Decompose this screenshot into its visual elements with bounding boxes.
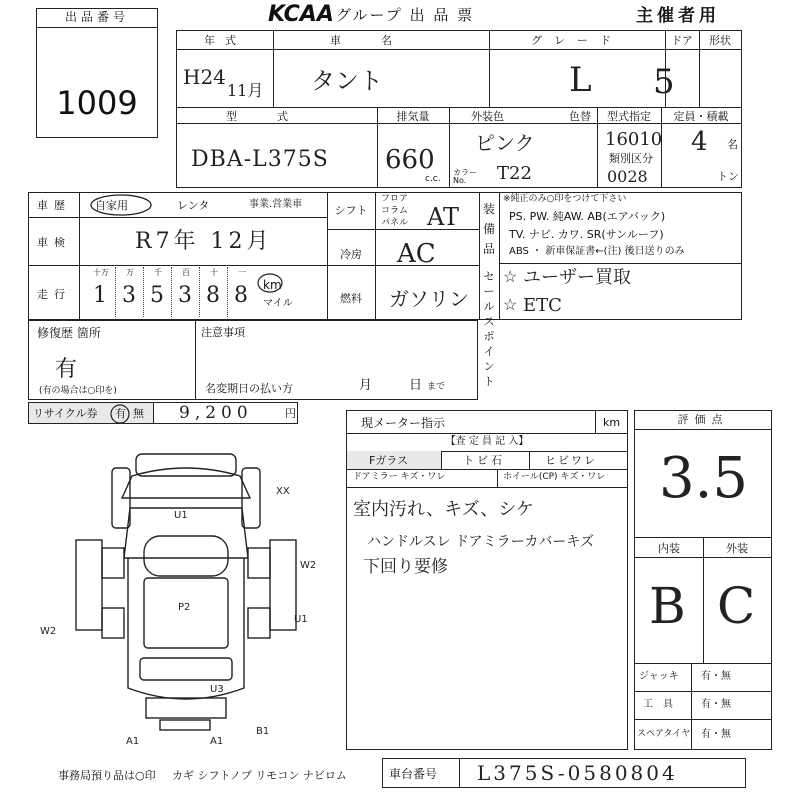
color-value: ピンク — [475, 131, 535, 155]
shift-panel: パネル — [381, 218, 409, 228]
color-no-label: カラーNo. — [453, 168, 477, 185]
crack-label: ヒビワレ — [545, 454, 597, 467]
score-value: 3.5 — [659, 446, 749, 511]
tool-label: 工具 — [643, 699, 683, 710]
fuel-value: ガソリン — [389, 287, 469, 311]
inspector-block — [346, 410, 628, 750]
glass-label: Fガラス — [369, 454, 408, 467]
repair-value: 有 — [55, 357, 78, 382]
history-label: 車歴 — [37, 199, 71, 212]
month-value: 11月 — [227, 81, 264, 100]
mileage-digit-cell — [143, 267, 171, 317]
svg-text:U1: U1 — [174, 510, 188, 521]
equipment-line3: ABS ・ 新車保証書←(注) 後日送りのみ — [509, 246, 685, 257]
sales-point-label: セールスポイント — [483, 270, 495, 388]
color-no-value: T22 — [497, 163, 532, 184]
star-mark-2: ☆ — [503, 295, 518, 314]
interior-label: 内装 — [658, 542, 680, 555]
brand-logo: KCAA — [268, 2, 334, 27]
displacement-value: 660 — [385, 145, 435, 175]
mileage-digit-header: 一 — [238, 268, 246, 277]
private-circle-mark — [87, 193, 157, 217]
office-items-list: カギ シフトノブ リモコン ナビロム — [172, 769, 347, 782]
name-change-until: まで — [427, 382, 446, 392]
mileage-label: 走行 — [37, 288, 71, 301]
equipment-note: ※純正のみ○印をつけて下さい — [503, 194, 627, 204]
grade-label: グレード — [531, 34, 623, 47]
sales-point-2: ETC — [523, 295, 562, 316]
svg-text:P2: P2 — [178, 602, 191, 613]
capacity-unit: 名 — [727, 138, 738, 151]
repair-note: (有の場合は○印を) — [39, 386, 117, 396]
doors-label: ドア — [671, 34, 693, 47]
mileage-digit: 8 — [234, 283, 248, 308]
jack-yes-no: 有・無 — [701, 671, 731, 682]
mileage-digits — [87, 267, 267, 317]
body-type-label: 形状 — [709, 34, 731, 47]
remark-1: 室内汚れ、キズ、シケ — [353, 499, 534, 520]
lot-number-label: 出品番号 — [64, 10, 129, 24]
mileage-digit-cell — [87, 267, 115, 317]
doors-value: 5 — [653, 62, 675, 102]
shift-value: AT — [427, 203, 460, 231]
svg-text:A1: A1 — [126, 736, 140, 747]
chip-label: トビ石 — [463, 454, 505, 467]
ac-value: AC — [397, 239, 436, 269]
km-label: km — [263, 278, 282, 292]
svg-text:W2: W2 — [300, 560, 317, 571]
mirror-label: ドアミラー キズ・ワレ — [353, 472, 446, 482]
recycle-none: 無 — [133, 407, 144, 420]
class-label: 類別区分 — [609, 152, 653, 165]
color-change-label: 色替 — [569, 110, 591, 123]
equipment-line1: PS. PW. 純AW. AB(エアバック) — [509, 210, 666, 223]
shift-floor: フロア — [381, 194, 409, 204]
spare-label: スペアタイヤ — [637, 729, 691, 739]
model-value: DBA-L375S — [191, 147, 329, 172]
year-label: 年式 — [204, 34, 246, 47]
inspection-value: R7年 12月 — [135, 229, 273, 254]
chassis-label: 車台番号 — [389, 767, 438, 781]
mile-label: マイル — [263, 298, 293, 309]
grade-value: L — [569, 60, 592, 100]
remark-3: 下回り要修 — [363, 557, 448, 577]
class-value: 0028 — [607, 167, 648, 186]
recycle-has: 有 — [115, 407, 126, 420]
mileage-digit-header: 百 — [182, 268, 190, 277]
history-rental: レンタ — [177, 199, 210, 212]
mileage-digit-header: 十万 — [93, 268, 109, 277]
type-spec-value: 16010 — [605, 129, 663, 150]
shift-label: シフト — [334, 204, 368, 217]
jack-label: ジャッキ — [639, 671, 679, 682]
name-label: 車名 — [330, 34, 432, 47]
score-label: 評価点 — [677, 413, 729, 426]
mileage-digit-header: 千 — [154, 268, 162, 277]
km-circle-mark — [257, 273, 283, 293]
svg-text:U1: U1 — [294, 614, 308, 625]
capacity-value: 4 — [691, 127, 708, 157]
mileage-digit-cell — [171, 267, 199, 317]
mileage-digit: 1 — [93, 283, 107, 308]
office-items-label: 事務局預り品は○印 — [58, 769, 156, 782]
year-value: H24 — [183, 65, 226, 89]
mileage-digit: 3 — [122, 283, 136, 308]
recycle-circle-mark — [109, 403, 131, 425]
svg-text:W2: W2 — [40, 626, 57, 637]
tonnage-unit: トン — [717, 170, 739, 183]
mileage-digit-header: 十 — [210, 268, 218, 277]
svg-text:U3: U3 — [210, 684, 224, 695]
score-block — [634, 410, 772, 750]
lot-number-box — [36, 8, 158, 138]
meter-unit: km — [603, 416, 621, 429]
mileage-digit-cell — [199, 267, 227, 317]
repair-label: 修復歴 箇所 — [37, 326, 101, 340]
recycle-amount: 9,200 — [179, 403, 253, 423]
color-label: 外装色 — [471, 110, 504, 123]
mileage-digit-header: 万 — [126, 268, 134, 277]
organizer-label: 主催者用 — [636, 6, 720, 26]
lot-number-value: 1009 — [56, 84, 138, 122]
remark-2: ハンドルスレ ドアミラーカバーキズ — [367, 534, 595, 550]
star-mark-1: ☆ — [503, 267, 518, 286]
name-change-month: 月 — [359, 378, 373, 393]
shift-column: コラム — [381, 206, 408, 216]
mileage-digit-cell — [227, 267, 255, 317]
recycle-currency: 円 — [285, 407, 296, 420]
interior-value: B — [649, 577, 686, 635]
inspector-title: 【査 定 員 記 入】 — [445, 436, 529, 447]
car-diagram — [40, 448, 317, 748]
exterior-value: C — [717, 577, 756, 635]
wheel-label: ホイール(CP) キズ・ワレ — [503, 472, 606, 482]
inspection-label: 車検 — [37, 236, 71, 249]
meter-label: 現メーター指示 — [361, 416, 446, 430]
mileage-digit: 5 — [150, 283, 164, 308]
recycle-block — [28, 402, 298, 424]
type-spec-label: 型式指定 — [607, 110, 651, 123]
equipment-label: 装備品 — [482, 202, 495, 256]
svg-text:B1: B1 — [256, 726, 270, 737]
chassis-value: L375S-0580804 — [477, 761, 678, 785]
capacity-label: 定員・積載 — [673, 110, 729, 123]
name-change-day: 日 — [409, 378, 423, 393]
model-label: 型式 — [226, 110, 328, 123]
spare-yes-no: 有・無 — [701, 729, 731, 740]
mileage-digit: 3 — [178, 283, 192, 308]
recycle-label: リサイクル券 — [33, 407, 98, 420]
mileage-digit-cell — [115, 267, 143, 317]
equipment-line2: TV. ナビ. カワ. SR(サンルーフ) — [509, 228, 664, 241]
svg-text:XX: XX — [276, 486, 290, 497]
name-change-label: 名変期日の払い方 — [205, 382, 293, 395]
mileage-digit: 8 — [206, 283, 220, 308]
history-private: 自家用 — [95, 199, 128, 212]
name-value: タント — [311, 67, 383, 95]
history-business: 事業.営業車 — [249, 199, 303, 210]
fuel-label: 燃料 — [340, 292, 362, 305]
form-title: グループ 出 品 票 — [336, 6, 475, 24]
vehicle-table — [176, 30, 742, 188]
repair-block — [28, 320, 478, 400]
sales-point-1: ユーザー買取 — [523, 267, 631, 288]
ac-label: 冷房 — [340, 248, 362, 261]
svg-text:A1: A1 — [210, 736, 224, 747]
displacement-label: 排気量 — [396, 110, 430, 123]
chassis-box — [382, 758, 746, 788]
displacement-unit: c.c. — [425, 174, 441, 184]
tool-yes-no: 有・無 — [701, 699, 731, 710]
exterior-label: 外装 — [726, 542, 748, 555]
notes-label: 注意事項 — [201, 326, 245, 339]
